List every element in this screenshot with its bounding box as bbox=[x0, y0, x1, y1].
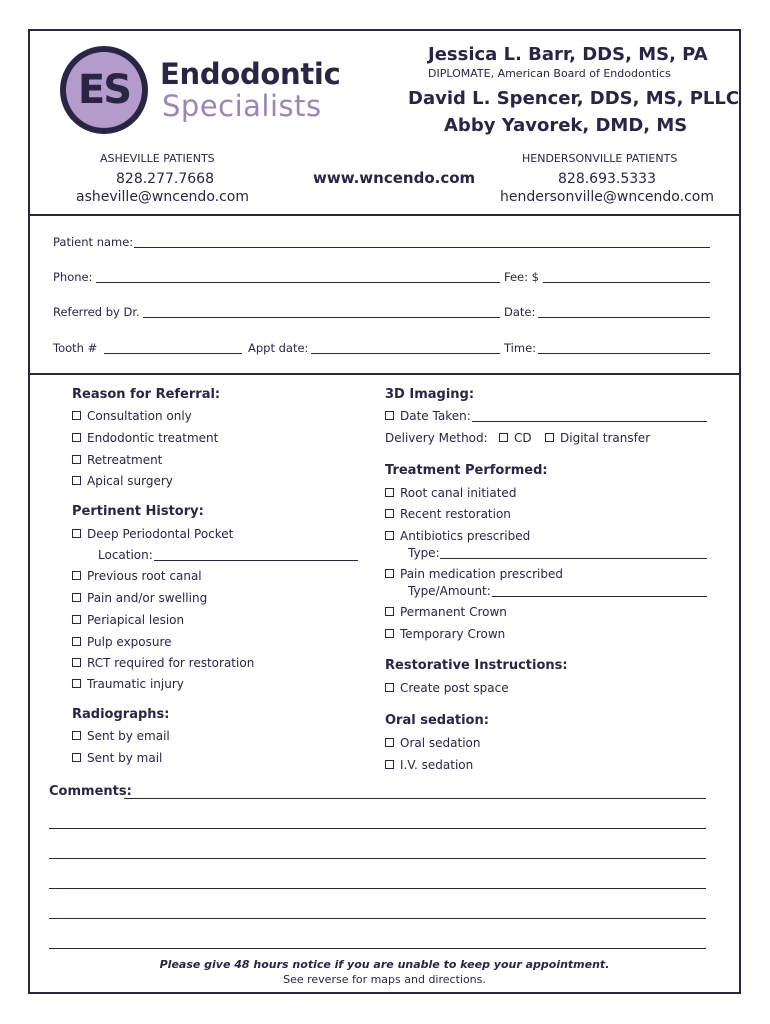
type-amount-field[interactable] bbox=[492, 596, 707, 597]
checkbox-icon[interactable] bbox=[385, 569, 394, 578]
logo-icon bbox=[60, 46, 148, 134]
doctor-barr-credential: DIPLOMATE, American Board of Endodontics bbox=[428, 67, 671, 80]
checkbox-icon[interactable] bbox=[385, 629, 394, 638]
comments-label: Comments: bbox=[49, 784, 132, 799]
checkbox-oral-sedation[interactable]: Oral sedation bbox=[385, 736, 480, 750]
website-link[interactable]: www.wncendo.com bbox=[313, 169, 476, 187]
comments-line-4[interactable] bbox=[49, 888, 706, 889]
tooth-label: Tooth # bbox=[53, 341, 98, 355]
time-label: Time: bbox=[504, 341, 537, 355]
fee-field[interactable] bbox=[543, 282, 710, 283]
sedation-heading: Oral sedation: bbox=[385, 713, 489, 728]
checkbox-recent-restoration[interactable]: Recent restoration bbox=[385, 507, 511, 521]
checkbox-root-canal-initiated[interactable]: Root canal initiated bbox=[385, 486, 516, 500]
checkbox-pulp-exposure[interactable]: Pulp exposure bbox=[72, 635, 172, 649]
checkbox-digital-transfer[interactable]: Digital transfer bbox=[545, 431, 650, 445]
referral-form bbox=[28, 29, 741, 994]
referred-by-field[interactable] bbox=[143, 317, 500, 318]
antibiotic-type-field[interactable] bbox=[440, 558, 707, 559]
brand-name-line2: Specialists bbox=[162, 89, 322, 123]
checkbox-icon[interactable] bbox=[72, 615, 81, 624]
checkbox-pain-swelling[interactable]: Pain and/or swelling bbox=[72, 591, 207, 605]
comments-line-3[interactable] bbox=[49, 858, 706, 859]
directions-note: See reverse for maps and directions. bbox=[283, 973, 486, 986]
checkbox-icon[interactable] bbox=[72, 476, 81, 485]
phone-label: Phone: bbox=[53, 270, 93, 284]
location-label: Location: bbox=[98, 548, 153, 562]
checkbox-icon[interactable] bbox=[385, 531, 394, 540]
checkbox-antibiotics[interactable]: Antibiotics prescribed bbox=[385, 529, 530, 543]
checkbox-previous-root-canal[interactable]: Previous root canal bbox=[72, 569, 202, 583]
checkbox-create-post-space[interactable]: Create post space bbox=[385, 681, 509, 695]
patient-name-label: Patient name: bbox=[53, 235, 134, 249]
checkbox-icon[interactable] bbox=[385, 488, 394, 497]
checkbox-icon[interactable] bbox=[72, 753, 81, 762]
doctor-yavorek: Abby Yavorek, DMD, MS bbox=[444, 115, 688, 136]
checkbox-icon[interactable] bbox=[72, 455, 81, 464]
checkbox-icon[interactable] bbox=[72, 679, 81, 688]
date-field[interactable] bbox=[538, 317, 710, 318]
checkbox-icon[interactable] bbox=[72, 658, 81, 667]
checkbox-icon[interactable] bbox=[72, 593, 81, 602]
checkbox-icon[interactable] bbox=[72, 731, 81, 740]
asheville-label: ASHEVILLE PATIENTS bbox=[100, 152, 215, 165]
checkbox-icon[interactable] bbox=[72, 529, 81, 538]
asheville-email[interactable]: asheville@wncendo.com bbox=[76, 189, 249, 205]
appt-date-field[interactable] bbox=[311, 353, 500, 354]
patient-name-field[interactable] bbox=[134, 247, 710, 248]
checkbox-icon[interactable] bbox=[499, 433, 508, 442]
brand-name-line1: Endodontic bbox=[160, 57, 341, 91]
checkbox-date-taken[interactable]: Date Taken: bbox=[385, 409, 471, 423]
comments-line-1[interactable] bbox=[124, 798, 706, 799]
type-amount-label: Type/Amount: bbox=[408, 584, 491, 598]
delivery-method-label: Delivery Method: bbox=[385, 431, 488, 445]
checkbox-permanent-crown[interactable]: Permanent Crown bbox=[385, 605, 507, 619]
checkbox-icon[interactable] bbox=[72, 411, 81, 420]
checkbox-icon[interactable] bbox=[72, 433, 81, 442]
checkbox-icon[interactable] bbox=[385, 607, 394, 616]
date-label: Date: bbox=[504, 305, 536, 319]
history-heading: Pertinent History: bbox=[72, 504, 204, 519]
comments-line-5[interactable] bbox=[49, 918, 706, 919]
checkbox-icon[interactable] bbox=[385, 738, 394, 747]
checkbox-icon[interactable] bbox=[385, 411, 394, 420]
checkbox-icon[interactable] bbox=[385, 683, 394, 692]
time-field[interactable] bbox=[538, 353, 710, 354]
checkbox-rct-required[interactable]: RCT required for restoration bbox=[72, 656, 254, 670]
checkbox-sent-mail[interactable]: Sent by mail bbox=[72, 751, 162, 765]
antibiotic-type-label: Type: bbox=[408, 546, 440, 560]
location-field[interactable] bbox=[154, 560, 358, 561]
checkbox-endodontic-treatment[interactable]: Endodontic treatment bbox=[72, 431, 218, 445]
comments-line-2[interactable] bbox=[49, 828, 706, 829]
cancellation-notice: Please give 48 hours notice if you are unable to keep your appointment. bbox=[159, 958, 610, 971]
checkbox-icon[interactable] bbox=[385, 760, 394, 769]
reason-heading: Reason for Referral: bbox=[72, 387, 221, 402]
header-divider bbox=[30, 214, 739, 216]
referred-by-label: Referred by Dr. bbox=[53, 305, 140, 319]
checkbox-traumatic-injury[interactable]: Traumatic injury bbox=[72, 677, 184, 691]
fields-divider bbox=[30, 373, 739, 375]
comments-line-6[interactable] bbox=[49, 948, 706, 949]
checkbox-retreatment[interactable]: Retreatment bbox=[72, 453, 162, 467]
checkbox-temporary-crown[interactable]: Temporary Crown bbox=[385, 627, 505, 641]
checkbox-consultation[interactable]: Consultation only bbox=[72, 409, 192, 423]
date-taken-field[interactable] bbox=[472, 421, 707, 422]
hendersonville-label: HENDERSONVILLE PATIENTS bbox=[522, 152, 678, 165]
treatment-heading: Treatment Performed: bbox=[385, 463, 548, 478]
checkbox-icon[interactable] bbox=[72, 571, 81, 580]
restorative-heading: Restorative Instructions: bbox=[385, 658, 568, 673]
hendersonville-phone[interactable]: 828.693.5333 bbox=[558, 171, 656, 187]
checkbox-icon[interactable] bbox=[72, 637, 81, 646]
checkbox-periapical-lesion[interactable]: Periapical lesion bbox=[72, 613, 184, 627]
checkbox-icon[interactable] bbox=[545, 433, 554, 442]
phone-field[interactable] bbox=[96, 282, 500, 283]
hendersonville-email[interactable]: hendersonville@wncendo.com bbox=[500, 189, 714, 205]
doctor-spencer: David L. Spencer, DDS, MS, PLLC bbox=[408, 88, 740, 109]
checkbox-iv-sedation[interactable]: I.V. sedation bbox=[385, 758, 473, 772]
logo-letters: ES bbox=[77, 67, 131, 113]
appt-date-label: Appt date: bbox=[248, 341, 309, 355]
radiographs-heading: Radiographs: bbox=[72, 707, 170, 722]
checkbox-deep-pocket[interactable]: Deep Periodontal Pocket bbox=[72, 527, 233, 541]
checkbox-pain-medication[interactable]: Pain medication prescribed bbox=[385, 567, 563, 581]
tooth-field[interactable] bbox=[104, 353, 242, 354]
checkbox-icon[interactable] bbox=[385, 509, 394, 518]
checkbox-sent-email[interactable]: Sent by email bbox=[72, 729, 170, 743]
imaging-heading: 3D Imaging: bbox=[385, 387, 475, 402]
checkbox-apical-surgery[interactable]: Apical surgery bbox=[72, 474, 173, 488]
fee-label: Fee: $ bbox=[504, 270, 539, 284]
doctor-barr: Jessica L. Barr, DDS, MS, PA bbox=[428, 44, 708, 65]
asheville-phone[interactable]: 828.277.7668 bbox=[116, 171, 214, 187]
checkbox-cd[interactable]: CD bbox=[499, 431, 532, 445]
